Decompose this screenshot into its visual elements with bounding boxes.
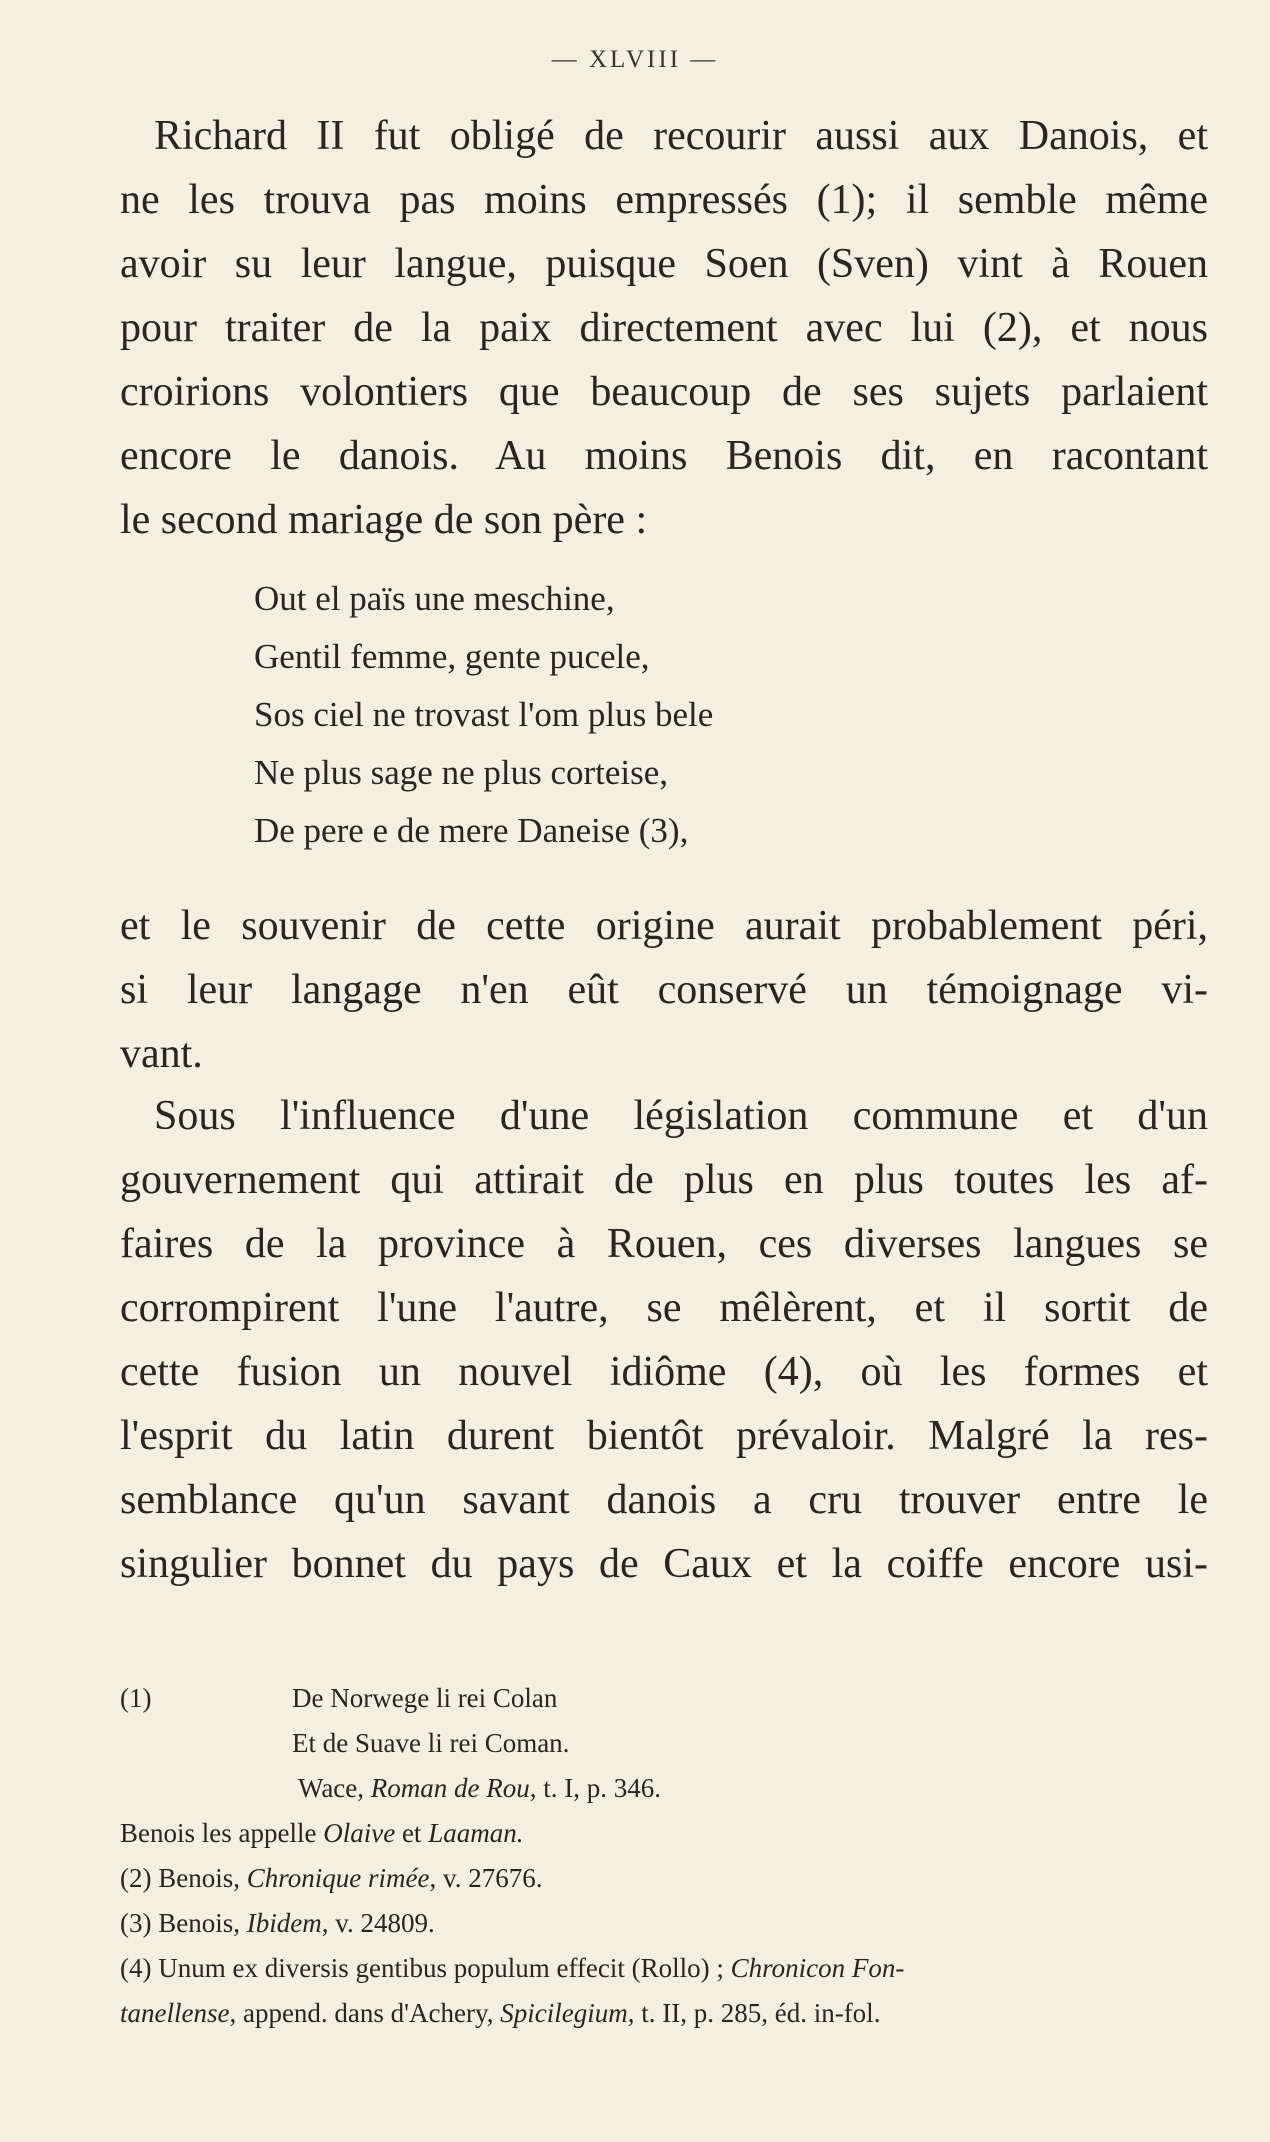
verse-line: Sos ciel ne trovast l'om plus bele xyxy=(254,695,714,734)
footnote-title: tanellense xyxy=(120,1998,230,2028)
footnote-text: De Norwege li rei Colan xyxy=(292,1683,558,1713)
footnote-1-line xyxy=(120,1766,1210,1811)
text-line: Sous l'influence d'une législation commune et d'un xyxy=(154,1093,1208,1139)
verse-line: De pere e de mere Daneise (3), xyxy=(254,811,689,850)
text-line: si leur langage n'en eût conservé un témoignage vi- xyxy=(120,967,1208,1013)
footnote-text: (2) Benois, xyxy=(120,1863,247,1893)
footnotes xyxy=(120,1676,1210,2036)
text-line: l'esprit du latin durent bientôt prévaloir. Malgré la res- xyxy=(120,1413,1208,1459)
footnote-1-line: Et de Suave li rei Coman. xyxy=(292,1728,570,1758)
text-line: pour traiter de la paix directement avec lui (2), et nous xyxy=(120,305,1208,351)
text-line: encore le danois. Au moins Benois dit, en racontant xyxy=(120,433,1208,479)
footnote-2-line xyxy=(120,1856,1210,1901)
verse-line: Out el païs une meschine, xyxy=(254,579,615,618)
footnote-text: Wace, xyxy=(298,1773,371,1803)
text-line: semblance qu'un savant danois a cru trouver entre le xyxy=(120,1477,1208,1523)
paragraph-2 xyxy=(120,894,1208,1086)
footnote-text: , t. I, p. 346. xyxy=(529,1773,661,1803)
verse-block xyxy=(254,570,713,860)
footnote-title: Spicilegium xyxy=(500,1998,628,2028)
verse-line: Ne plus sage ne plus corteise, xyxy=(254,753,669,792)
text-line: avoir su leur langue, puisque Soen (Sven) vint à Rouen xyxy=(120,241,1208,287)
footnote-text: Benois les appelle xyxy=(120,1818,324,1848)
footnote-4-line xyxy=(120,1991,1210,2036)
footnote-text: , v. 24809. xyxy=(321,1908,435,1938)
footnote-text: (4) Unum ex diversis gentibus populum effecit (Rollo) ; xyxy=(120,1953,731,1983)
footnote-title: Ibidem xyxy=(246,1908,322,1938)
footnote-4-line xyxy=(120,1946,1210,1991)
footnote-text: , v. 27676. xyxy=(429,1863,543,1893)
footnote-text: , t. II, p. 285, éd. in-fol. xyxy=(627,1998,881,2028)
verse-line: Gentil femme, gente pucele, xyxy=(254,637,650,676)
footnote-title: Laaman. xyxy=(428,1818,524,1848)
text-line: Richard II fut obligé de recourir aussi aux Danois, et xyxy=(154,113,1208,159)
text-line: gouvernement qui attirait de plus en plus toutes les af- xyxy=(120,1157,1208,1203)
footnote-title: Chronique rimée xyxy=(246,1863,430,1893)
text-line: croirions volontiers que beaucoup de ses sujets parlaient xyxy=(120,369,1208,415)
text-line: ne les trouva pas moins empressés (1); il semble même xyxy=(120,177,1208,223)
text-line: cette fusion un nouvel idiôme (4), où les formes et xyxy=(120,1349,1208,1395)
footnote-title: Olaive xyxy=(323,1818,396,1848)
text-line: singulier bonnet du pays de Caux et la coiffe encore usi- xyxy=(120,1541,1208,1587)
footnote-marker: (1) xyxy=(120,1683,152,1713)
footnote-3-line xyxy=(120,1901,1210,1946)
footnote-title: Chronicon Fon- xyxy=(730,1953,905,1983)
text-line: corrompirent l'une l'autre, se mêlèrent, et il sortit de xyxy=(120,1285,1208,1331)
text-line: vant. xyxy=(120,1031,203,1077)
paragraph-1 xyxy=(120,104,1208,552)
text-line: et le souvenir de cette origine aurait probablement péri, xyxy=(120,903,1208,949)
paragraph-3 xyxy=(120,1084,1208,1596)
footnote-1-line xyxy=(120,1676,1210,1721)
footnote-text: (3) Benois, xyxy=(120,1908,247,1938)
footnote-1-line xyxy=(120,1811,1210,1856)
text-line: le second mariage de son père : xyxy=(120,497,648,543)
footnote-text: , append. dans d'Achery, xyxy=(229,1998,501,2028)
page-number-header: — XLVIII — xyxy=(551,46,719,73)
footnote-title: Roman de Rou xyxy=(370,1773,530,1803)
footnote-text: et xyxy=(395,1818,429,1848)
text-line: faires de la province à Rouen, ces diverses langues se xyxy=(120,1221,1208,1267)
